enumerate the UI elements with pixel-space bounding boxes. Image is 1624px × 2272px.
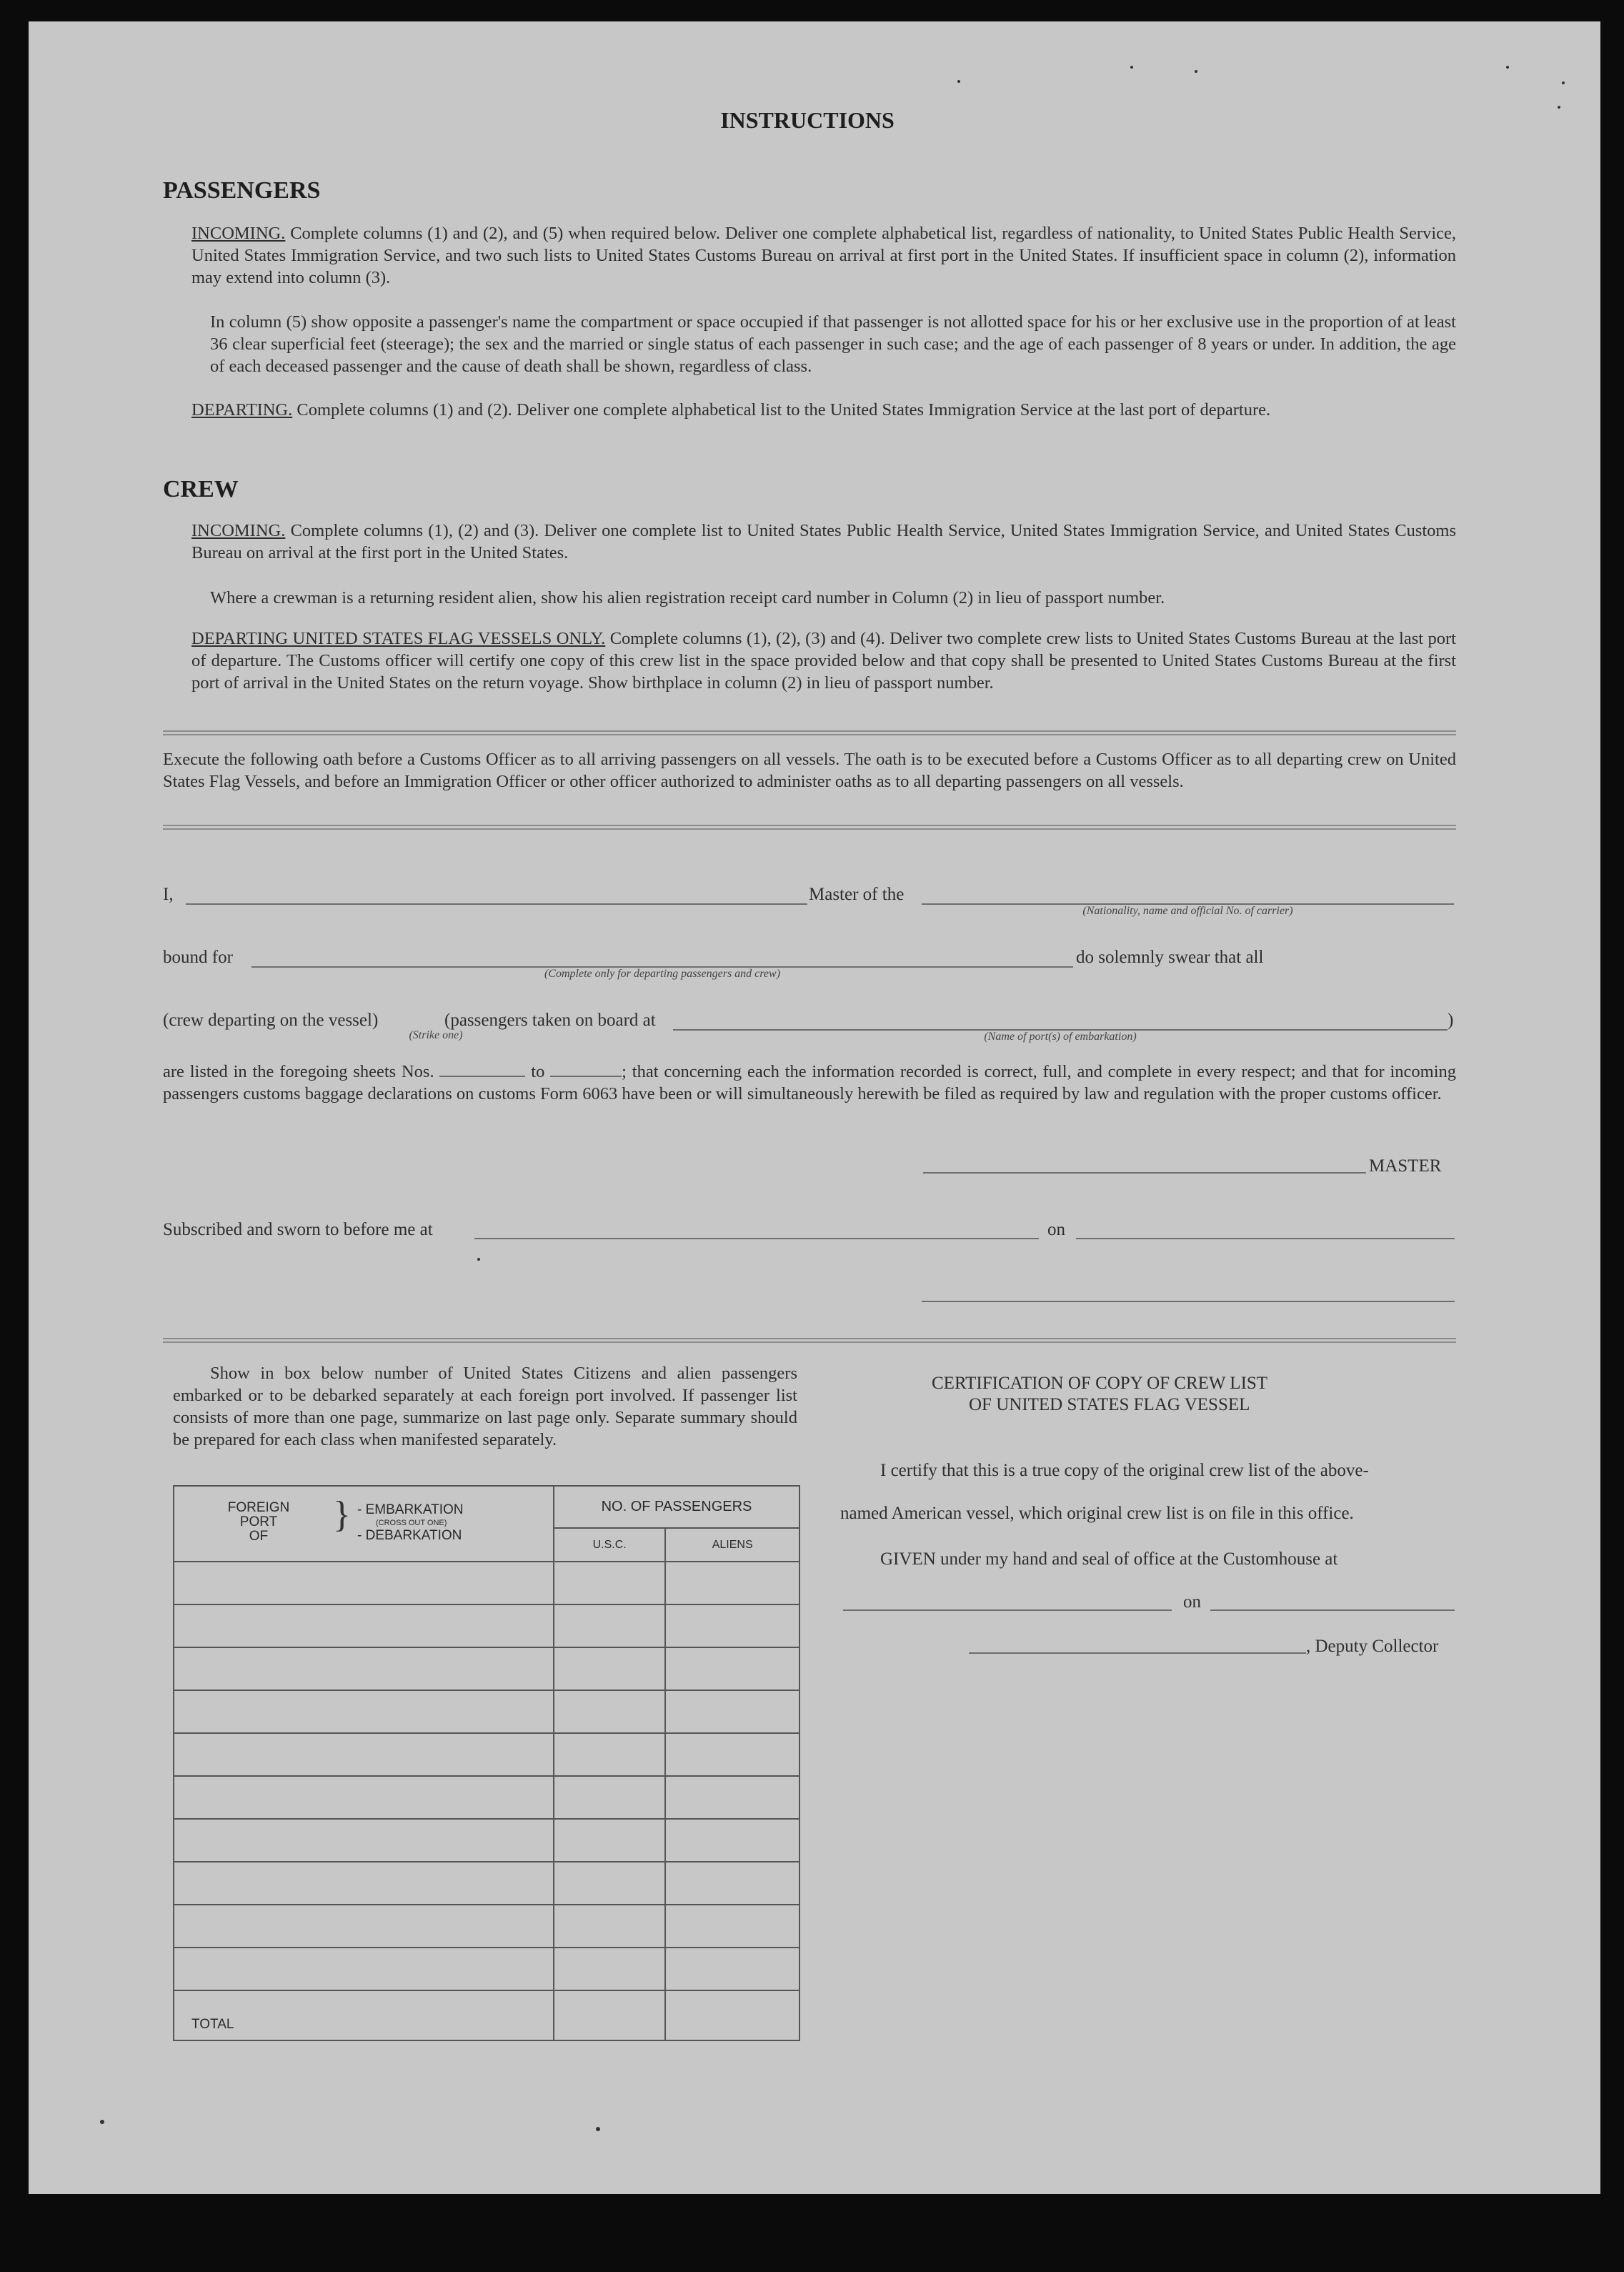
crew-departing-option: (crew departing on the vessel) bbox=[163, 1011, 379, 1030]
bound-for-label: bound for bbox=[163, 948, 233, 967]
usc-cell[interactable] bbox=[554, 1905, 665, 1948]
passengers-departing bbox=[191, 399, 1456, 421]
divider bbox=[163, 825, 1456, 830]
port-cell[interactable] bbox=[174, 1562, 554, 1604]
usc-cell[interactable] bbox=[554, 1647, 665, 1690]
passengers-incoming-label: INCOMING. bbox=[191, 224, 286, 243]
crew-incoming-text: Complete columns (1), (2) and (3). Deliver one complete list to United States Public Health Service, United States Immigration Service, and United States Customs Bureau on arrival at the first port in the United States. bbox=[191, 521, 1456, 562]
sworn-on-label: on bbox=[1047, 1220, 1065, 1239]
port-cell[interactable] bbox=[174, 1690, 554, 1733]
close-paren: ) bbox=[1448, 1011, 1454, 1030]
table-row bbox=[174, 1905, 799, 1948]
port-cell[interactable] bbox=[174, 1776, 554, 1819]
foreign-port-of-label bbox=[216, 1501, 302, 1544]
page-title: INSTRUCTIONS bbox=[720, 107, 895, 133]
subscribed-label: Subscribed and sworn to before me at bbox=[163, 1220, 433, 1239]
aliens-cell[interactable] bbox=[665, 1819, 799, 1862]
passengers-incoming-text: Complete columns (1) and (2), and (5) when required below. Deliver one complete alphabetical list, regardless of nationality, to United States Public Health Service, United States Immigration Service, and two such lists to United States Customs Bureau on arrival at first port in the United States. If insufficient space in column (2), information may extend into column (3). bbox=[191, 224, 1457, 287]
aliens-cell[interactable] bbox=[665, 1948, 799, 1990]
aliens-cell[interactable] bbox=[665, 1690, 799, 1733]
listed-rest-text: ; that concerning each the information recorded is correct, full, and complete in every respect; and that for incoming passengers customs baggage declarations on customs Form 6063 have been or will simultaneously herewith be filed as required by law and regulation with the proper customs officer. bbox=[163, 1062, 1457, 1103]
of-label: OF bbox=[249, 1529, 269, 1544]
crew-incoming bbox=[191, 520, 1456, 564]
aliens-cell[interactable] bbox=[665, 1562, 799, 1604]
aliens-cell[interactable] bbox=[665, 1647, 799, 1690]
crew-departing-label: DEPARTING UNITED STATES FLAG VESSELS ONLY. bbox=[191, 629, 606, 648]
passengers-taken-option: (passengers taken on board at bbox=[444, 1011, 656, 1030]
usc-cell[interactable] bbox=[554, 1862, 665, 1905]
certification-title-1: CERTIFICATION OF COPY OF CREW LIST bbox=[932, 1374, 1268, 1393]
certify-line-1: I certify that this is a true copy of the original crew list of the above- bbox=[880, 1461, 1369, 1480]
scan-speck bbox=[477, 1258, 480, 1261]
sheet-to-line[interactable] bbox=[550, 1076, 622, 1077]
crew-resident-text: Where a crewman is a returning resident alien, show his alien registration receipt card number in Column (2) in lieu of passport number. bbox=[210, 588, 1165, 607]
customhouse-line[interactable] bbox=[843, 1609, 1172, 1611]
usc-cell[interactable] bbox=[554, 1948, 665, 1990]
table-row bbox=[174, 1647, 799, 1690]
scan-speck bbox=[1562, 81, 1565, 84]
oath-intro: Execute the following oath before a Customs Officer as to all arriving passengers on all vessels. The oath is to be executed before a Customs Officer as to all departing crew on United States Flag Vessels, and before an Immigration Officer or other officer authorized to administer oaths as to all departing passengers on all vessels. bbox=[163, 750, 1456, 791]
port-cell[interactable] bbox=[174, 1733, 554, 1776]
crew-departing-text: Complete columns (1), (2), (3) and (4). Deliver two complete crew lists to United States Customs Bureau at the last port of departure. The Customs officer will certify one copy of this crew list in the space provided below and that copy shall be presented to United States Customs Bureau at the first port of arrival in the United States on the return voyage. Show birthplace in column (2) in lieu of passport number. bbox=[191, 629, 1456, 693]
table-row bbox=[174, 1604, 799, 1647]
certification-title-2: OF UNITED STATES FLAG VESSEL bbox=[969, 1395, 1250, 1414]
embarkation-label: - EMBARKATION bbox=[357, 1502, 464, 1517]
passengers-column5-text: In column (5) show opposite a passenger's name the compartment or space occupied if that passenger is not allotted space for his or her exclusive use in the proportion of at least 36 clear superficial feet (steerage); the sex and the married or single status of each passenger in such case; and the age of each passenger of 8 years or under. In addition, the age of each deceased passenger and the cause of death shall be shown, regardless of class. bbox=[210, 312, 1456, 376]
crew-heading: CREW bbox=[163, 476, 239, 502]
master-signature-line[interactable] bbox=[923, 1172, 1366, 1174]
table-row bbox=[174, 1862, 799, 1905]
scan-speck bbox=[1558, 106, 1560, 109]
passengers-heading: PASSENGERS bbox=[163, 177, 321, 204]
aliens-cell[interactable] bbox=[665, 1862, 799, 1905]
table-row bbox=[174, 1690, 799, 1733]
passengers-departing-label: DEPARTING. bbox=[191, 400, 293, 420]
scan-speck bbox=[1195, 70, 1197, 73]
table-header-row bbox=[174, 1486, 799, 1528]
port-cell[interactable] bbox=[174, 1905, 554, 1948]
table-row bbox=[174, 1733, 799, 1776]
listed-statement bbox=[163, 1061, 1456, 1105]
master-of-the-label: Master of the bbox=[809, 885, 905, 904]
sworn-date-line[interactable] bbox=[1076, 1238, 1455, 1239]
strike-one-note: (Strike one) bbox=[409, 1029, 463, 1041]
master-label: MASTER bbox=[1369, 1156, 1442, 1176]
officer-signature-line[interactable] bbox=[922, 1301, 1455, 1302]
table-row bbox=[174, 1776, 799, 1819]
scan-speck bbox=[957, 80, 960, 83]
certify-line-2: named American vessel, which original crew list is on file in this office. bbox=[840, 1504, 1354, 1523]
sheet-from-line[interactable] bbox=[439, 1076, 525, 1077]
summary-text bbox=[173, 1362, 797, 1451]
given-text: GIVEN under my hand and seal of office at the Customhouse at bbox=[880, 1549, 1338, 1569]
embark-debark-labels bbox=[357, 1504, 464, 1542]
to-text: to bbox=[531, 1062, 545, 1081]
usc-cell[interactable] bbox=[554, 1819, 665, 1862]
aliens-cell[interactable] bbox=[665, 1733, 799, 1776]
crew-departing bbox=[191, 627, 1456, 694]
total-label: TOTAL bbox=[174, 1990, 554, 2040]
usc-cell[interactable] bbox=[554, 1776, 665, 1819]
deputy-signature-line[interactable] bbox=[969, 1652, 1306, 1654]
no-of-passengers-header: NO. OF PASSENGERS bbox=[554, 1486, 799, 1528]
port-cell[interactable] bbox=[174, 1819, 554, 1862]
port-cell[interactable] bbox=[174, 1604, 554, 1647]
passengers-departing-text: Complete columns (1) and (2). Deliver one complete alphabetical list to the United States Immigration Service at the last port of departure. bbox=[297, 400, 1271, 420]
usc-cell[interactable] bbox=[554, 1604, 665, 1647]
swear-text: do solemnly swear that all bbox=[1076, 948, 1264, 967]
passengers-incoming bbox=[191, 222, 1456, 289]
usc-header: U.S.C. bbox=[554, 1528, 665, 1562]
scan-speck bbox=[100, 2120, 104, 2124]
deputy-collector-label: , Deputy Collector bbox=[1306, 1637, 1439, 1656]
oath-i-label: I, bbox=[163, 885, 174, 904]
complete-only-note: (Complete only for departing passengers and crew) bbox=[544, 968, 781, 980]
carrier-note: (Nationality, name and official No. of carrier) bbox=[1082, 905, 1293, 917]
usc-cell[interactable] bbox=[554, 1733, 665, 1776]
crew-incoming-label: INCOMING. bbox=[191, 521, 286, 540]
aliens-header: ALIENS bbox=[665, 1528, 799, 1562]
aliens-cell[interactable] bbox=[665, 1905, 799, 1948]
sworn-place-line[interactable] bbox=[474, 1238, 1039, 1239]
usc-cell[interactable] bbox=[554, 1562, 665, 1604]
port-cell[interactable] bbox=[174, 1647, 554, 1690]
scan-speck bbox=[596, 2127, 600, 2131]
master-name-line[interactable] bbox=[186, 903, 807, 905]
scan-speck bbox=[1506, 66, 1509, 69]
aliens-cell[interactable] bbox=[665, 1604, 799, 1647]
port-cell[interactable] bbox=[174, 1948, 554, 1990]
foreign-label: FOREIGN bbox=[227, 1500, 290, 1515]
passenger-summary-table bbox=[173, 1485, 800, 2041]
table-row bbox=[174, 1819, 799, 1862]
cross-out-one-note: (CROSS OUT ONE) bbox=[376, 1519, 447, 1527]
given-date-line[interactable] bbox=[1210, 1609, 1455, 1611]
aliens-total-cell[interactable] bbox=[665, 1990, 799, 2040]
table-row bbox=[174, 1562, 799, 1604]
port-header-cell bbox=[174, 1486, 554, 1562]
scan-speck bbox=[1130, 66, 1133, 69]
debarkation-label: - DEBARKATION bbox=[357, 1528, 462, 1543]
aliens-cell[interactable] bbox=[665, 1776, 799, 1819]
table-total-row bbox=[174, 1990, 799, 2040]
summary-text-content: Show in box below number of United States Citizens and alien passengers embarked or to be debarked separately at each foreign port involved. If passenger list consists of more than one page, summarize on last page only. Separate summary should be prepared for each class when manifested separately. bbox=[173, 1364, 797, 1449]
port-cell[interactable] bbox=[174, 1862, 554, 1905]
divider bbox=[163, 730, 1456, 735]
ports-note: (Name of port(s) of embarkation) bbox=[984, 1031, 1137, 1043]
table-row bbox=[174, 1948, 799, 1990]
port-label: PORT bbox=[239, 1514, 278, 1529]
usc-cell[interactable] bbox=[554, 1690, 665, 1733]
brace-icon: } bbox=[333, 1494, 351, 1535]
given-on-label: on bbox=[1183, 1592, 1201, 1612]
listed-in-text: are listed in the foregoing sheets Nos. bbox=[163, 1062, 434, 1081]
usc-total-cell[interactable] bbox=[554, 1990, 665, 2040]
divider bbox=[163, 1338, 1456, 1343]
